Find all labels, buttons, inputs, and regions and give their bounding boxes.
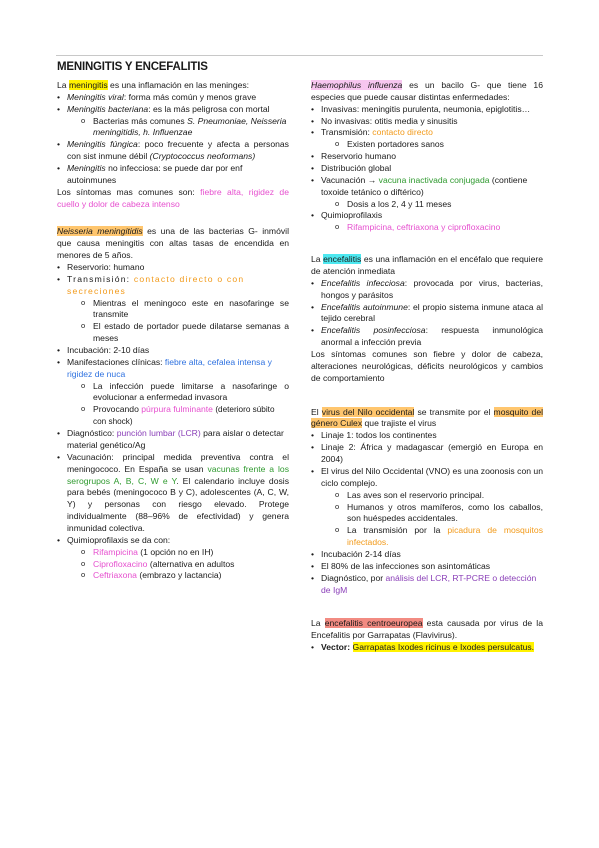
list-item: o La infección puede limitarse a nasofaringe o evolucionar a enfermedad invasora (81, 381, 289, 405)
list-item: • Incubación 2-14 días (311, 549, 543, 561)
meningitis-intro: La meningitis es una inflamación en las meninges: (57, 80, 250, 90)
list-item: • Incubación: 2-10 días (57, 345, 289, 357)
list-item: o Humanos y otros mamíferos, como los caballos, son huéspedes accidentales. (335, 502, 543, 526)
list-item: • Transmisión: contacto directo o Existen portadores sanos (311, 127, 543, 151)
list-item: • Diagnóstico: punción lumbar (LCR) para aislar o detectar material genético/Ag (57, 428, 289, 452)
list-item: • Linaje 1: todos los continentes (311, 430, 543, 442)
list-item: o La transmisión por la picadura de mosquitos infectados. (335, 525, 543, 549)
encefalitis-types-list (311, 278, 543, 349)
neisseria-intro: Neisseria meningitidis es una de las bacterias G- inmóvil que causa meningitis con altas tasas de encendida en menores de 5 años. (57, 226, 289, 261)
list-item: • Quimioprofilaxis se da con: o Rifampicina (1 opción no en IH) o Ciprofloxacino (alternativa en adultos o Ceftriaxona (embrazo y lactancia) (57, 535, 289, 582)
list-item: • Encefalitis infecciosa: provocada por virus, bacterias, hongos y parásitos (311, 278, 543, 302)
list-item: o Existen portadores sanos (335, 139, 543, 151)
list-item: • Meningitis fúngica: poco frecuente y afecta a personas con sist inmune débil (Cryptococcus neoformans) (57, 139, 289, 163)
list-item: • Vacunación → vacuna inactivada conjugada (contiene toxoide tetánico o diftérico) o Dosis a los 2, 4 y 11 meses (311, 175, 543, 211)
list-item: o Rifampicina (1 opción no en IH) (81, 547, 289, 559)
meningitis-types-list (57, 92, 289, 187)
list-item: o Ceftriaxona (embrazo y lactancia) (81, 570, 289, 582)
list-item: • Encefalitis autoinmune: el propio sistema inmune ataca al tejido cerebral (311, 302, 543, 326)
list-item: • Encefalitis posinfecciosa: respuesta inmunológica anormal a infección previa (311, 325, 543, 349)
haemophilus-list (311, 104, 543, 234)
haemophilus-intro: Haemophilus influenza es un bacilo G- que tiene 16 especies que puede causar distintas enfermedades: (311, 80, 543, 102)
neisseria-list (57, 262, 289, 582)
list-item: • Meningitis viral: forma más común y menos grave (57, 92, 289, 104)
list-item: • Reservorio: humano (57, 262, 289, 274)
list-item: • Invasivas: meningitis purulenta, neumonia, epiglotitis… (311, 104, 543, 116)
encefalitis-intro: La encefalitis es una inflamación en el encéfalo que requiere de atención inmediata (311, 254, 544, 277)
list-item: o Rifampicina, ceftriaxona y ciprofloxacino (335, 222, 543, 234)
list-item: o Ciprofloxacino (alternativa en adultos (81, 559, 289, 571)
list-item: • Vector: Garrapatas Ixodes ricinus e Ixodes persulcatus. (311, 642, 543, 654)
list-item: • Vacunación: principal medida preventiva contra el meningococo. En España se usan vacunas frente a los serogrupos A, B, C, W e Y. El calendario incluye dosis para bebés (meningococo B y C), adolescentes (A, C, W, Y) y personas con riesgo elevado. Protege individualmente (88–96% de efectividad) y genera inmunidad colectiva. (57, 452, 289, 535)
nilo-intro: El virus del Nilo occidental se transmite por el mosquito del género Culex que trajiste el virus (311, 406, 544, 429)
list-item: o Bacterias más comunes S. Pneumoniae, Neisseria meningitidis, h. Influenzae (81, 116, 289, 140)
list-item: o Dosis a los 2, 4 y 11 meses (335, 199, 543, 211)
list-item: o El estado de portador puede dilatarse semanas a meses (81, 321, 289, 345)
list-item: • El virus del Nilo Occidental (VNO) es una zoonosis con un ciclo complejo. o Las aves son el reservorio principal. o Humanos y otros mamíferos, como los caballos, son huéspedes accidentales. o La transmisión por la picadura de mosquitos infectados. (311, 466, 543, 549)
centroeuropea-intro: La encefalitis centroeuropea esta causada por virus de la Encefalitis por Garrapatas (Flavivirus). (311, 618, 543, 641)
list-item: • Linaje 2: África y madagascar (emergió en Europa en 2004) (311, 442, 543, 466)
centroeuropea-list (311, 642, 543, 654)
list-item: • Diagnóstico, por análisis del LCR, RT-PCRE o detección de IgM (311, 573, 543, 597)
meningitis-symptoms: Los síntomas mas comunes son: fiebre alta, rigidez de cuello y dolor de cabeza intenso (57, 186, 289, 209)
left-column (57, 80, 289, 582)
right-column (311, 80, 543, 654)
list-item: o Provocando púrpura fulminante (deterioro súbito con shock) (81, 404, 289, 428)
list-item: o Mientras el meningoco este en nasofaringe se transmite (81, 298, 289, 322)
list-item: o Las aves son el reservorio principal. (335, 490, 543, 502)
encefalitis-symptoms: Los síntomas comunes son fiebre y dolor de cabeza, alteraciones neurológicas, déficits neurológicos y cambios de comportamiento (311, 349, 543, 383)
list-item: • Reservorio humano (311, 151, 543, 163)
list-item: • Distribución global (311, 163, 543, 175)
list-item: • No invasivas: otitis media y sinusitis (311, 116, 543, 128)
list-item: • El 80% de las infecciones son asintomáticas (311, 561, 543, 573)
nilo-list (311, 430, 543, 596)
list-item: • Transmisión: contacto directo o con secreciones o Mientras el meningoco este en nasofaringe se transmite o El estado de portador puede dilatarse semanas a meses (57, 274, 289, 345)
header-rule (56, 55, 543, 56)
list-item: • Meningitis bacteriana: es la más peligrosa con mortal o Bacterias más comunes S. Pneumoniae, Neisseria meningitidis, h. Influenzae (57, 104, 289, 140)
list-item: • Quimioprofilaxis o Rifampicina, ceftriaxona y ciprofloxacino (311, 210, 543, 234)
list-item: • Meningitis no infecciosa: se puede dar por enf autoinmunes (57, 163, 289, 187)
page-title: MENINGITIS Y ENCEFALITIS (57, 61, 208, 73)
list-item: • Manifestaciones clínicas: fiebre alta, cefalea intensa y rigidez de nuca o La infección puede limitarse a nasofaringe o evolucionar a enfermedad invasora o Provocando púrpura fulminante (deterioro súbito con shock) (57, 357, 289, 428)
